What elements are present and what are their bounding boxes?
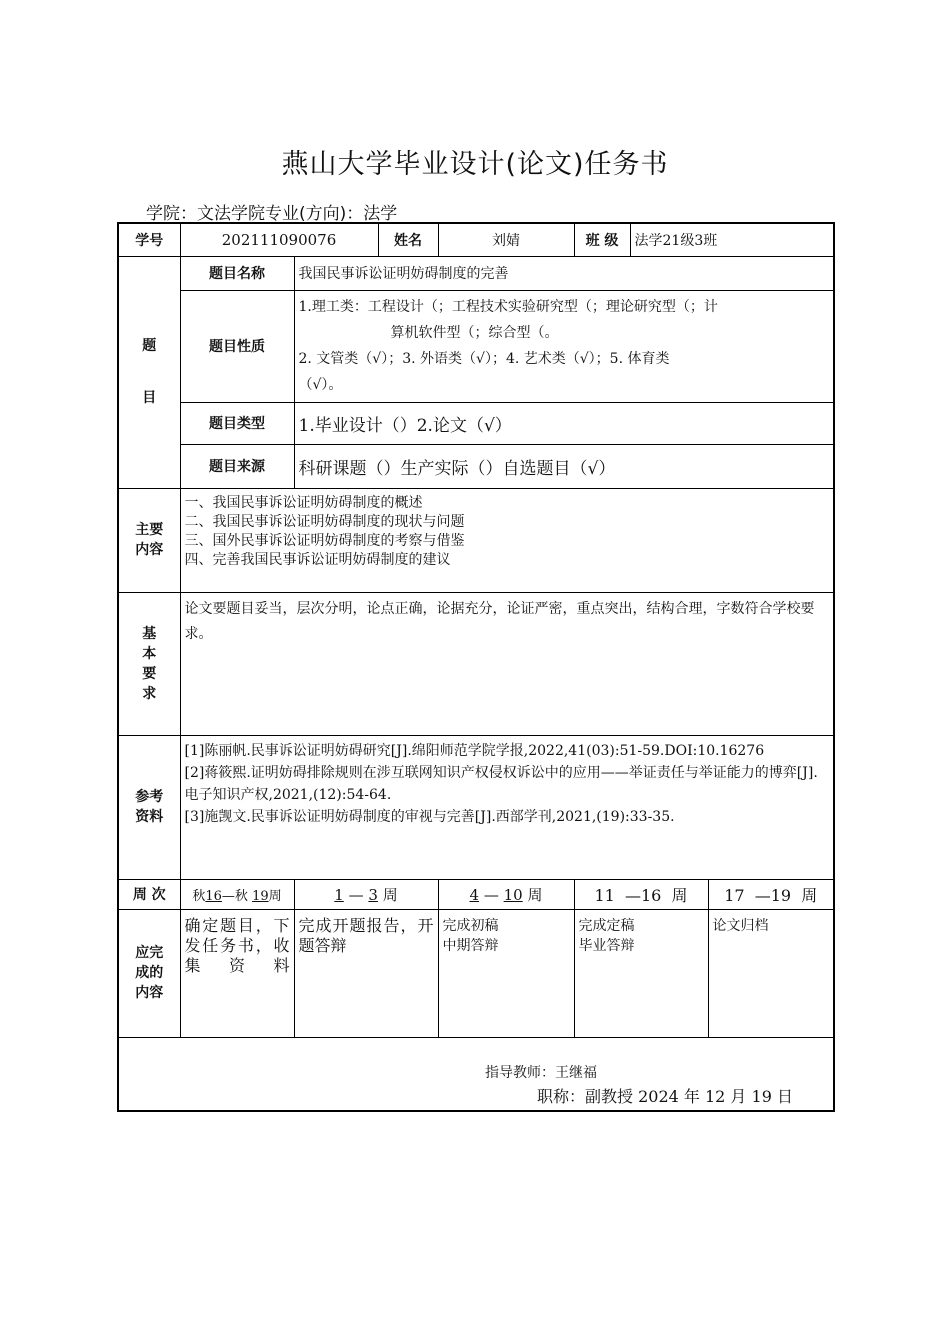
advisor-name: 指导教师：王继福	[485, 1064, 597, 1081]
task-cell-2: 完成开题报告，开题答辩	[294, 909, 438, 1037]
main-content-label-2: 内容	[135, 542, 164, 558]
topic-nature-label: 题目性质	[180, 290, 294, 402]
week-range-2	[294, 879, 438, 909]
signature-row	[118, 1037, 834, 1111]
task-cell-5: 论文归档	[708, 909, 834, 1037]
week-range-1	[180, 879, 294, 909]
topic-type-row	[118, 402, 834, 444]
week-end: 19	[252, 888, 269, 904]
topic-type-value: 1.毕业设计（）2.论文（√）	[294, 402, 834, 444]
references-label	[118, 735, 180, 879]
week-end: 10	[503, 885, 523, 904]
week-text: 周	[377, 885, 398, 904]
references-label-2: 资料	[135, 809, 164, 825]
schedule-weeks-row	[118, 879, 834, 909]
list-item: 三、国外民事诉讼证明妨碍制度的考察与借鉴	[184, 532, 465, 549]
task-cell-3: 完成初稿 中期答辩	[438, 909, 574, 1037]
requirements-label-char: 本	[142, 645, 157, 662]
requirements-label	[118, 592, 180, 735]
student-id-label: 学号	[118, 223, 180, 256]
week-start: 1	[334, 885, 344, 904]
reference-item: [2]蒋筱熙.证明妨碍排除规则在涉互联网知识产权侵权诉讼中的应用——举证责任与举证能力的博弈[J].电子知识产权,2021,(12):54-64.	[184, 764, 818, 803]
nature-line-2: 算机软件型（；综合型（。	[390, 325, 559, 341]
tasks-label	[118, 909, 180, 1037]
student-name-value: 刘婧	[438, 223, 574, 256]
week-range-3	[438, 879, 574, 909]
topic-nature-row	[118, 290, 834, 402]
main-content-label-1: 主要	[135, 522, 164, 538]
reference-item: [3]施觊文.民事诉讼证明妨碍制度的审视与完善[J].西部学刊,2021,(19):33-35.	[184, 808, 675, 825]
list-item: 四、完善我国民事诉讼证明妨碍制度的建议	[184, 551, 451, 568]
page-title: 燕山大学毕业设计(论文)任务书	[281, 149, 669, 180]
topic-name-value: 我国民事诉讼证明妨碍制度的完善	[294, 256, 834, 290]
week-start: 4	[469, 885, 480, 904]
week-start: 16	[205, 888, 222, 904]
student-row	[118, 223, 834, 256]
nature-line-4: （√）。	[298, 377, 343, 393]
topic-source-label: 题目来源	[180, 444, 294, 488]
nature-line-1: 1.理工类：工程设计（；工程技术实验研究型（；理论研究型（；计	[298, 299, 718, 315]
week-text: —	[479, 885, 504, 904]
week-text: 周	[268, 888, 282, 904]
requirements-label-char: 基	[142, 625, 157, 642]
week-label: 周 次	[118, 879, 180, 909]
references-row	[118, 735, 834, 879]
main-content-list	[180, 488, 834, 592]
main-content-row	[118, 488, 834, 592]
topic-name-label: 题目名称	[180, 256, 294, 290]
requirements-text: 论文要题目妥当，层次分明，论点正确，论据充分，论证严密，重点突出，结构合理，字数符合学校要求。	[180, 592, 834, 735]
class-label: 班 级	[574, 223, 630, 256]
topic-nature-value	[294, 290, 834, 402]
main-content-label	[118, 488, 180, 592]
references-label-1: 参考	[135, 789, 164, 805]
task-table	[117, 222, 835, 1112]
list-item: 一、我国民事诉讼证明妨碍制度的概述	[184, 494, 423, 511]
references-list	[180, 735, 834, 879]
signature-cell	[118, 1037, 834, 1111]
topic-label-char-1: 题	[142, 338, 157, 354]
topic-type-label: 题目类型	[180, 402, 294, 444]
list-item: 二、我国民事诉讼证明妨碍制度的现状与问题	[184, 513, 465, 530]
topic-source-row	[118, 444, 834, 488]
tasks-label-2: 成的	[135, 965, 164, 981]
topic-label-char-2: 目	[142, 390, 157, 406]
student-id-value: 202111090076	[180, 223, 378, 256]
student-name-label: 姓名	[378, 223, 438, 256]
topic-section-label	[118, 256, 180, 488]
week-range-5: 17 —19 周	[708, 879, 834, 909]
reference-item: [1]陈丽帆.民事诉讼证明妨碍研究[J].绵阳师范学院学报,2022,41(03):51-59.DOI:10.16276	[184, 742, 765, 759]
requirements-label-char: 求	[142, 685, 157, 702]
nature-line-3: 2. 文管类（√）；3. 外语类（√）；4. 艺术类（√）；5. 体育类	[298, 351, 670, 367]
task-cell-1: 确定题目，下发任务书，收集资料	[180, 909, 294, 1037]
topic-name-row	[118, 256, 834, 290]
topic-source-value: 科研课题（）生产实际（）自选题目（√）	[294, 444, 834, 488]
advisor-title-date: 职称：副教授 2024 年 12 月 19 日	[537, 1086, 793, 1106]
tasks-label-3: 内容	[135, 985, 164, 1001]
requirements-label-char: 要	[142, 665, 157, 682]
tasks-label-1: 应完	[135, 945, 164, 961]
task-cell-4: 完成定稿 毕业答辩	[574, 909, 708, 1037]
week-text: 秋	[192, 888, 206, 904]
department-line: 学院：文法学院专业(方向)：法学	[146, 204, 398, 224]
week-text: —秋	[221, 888, 253, 904]
schedule-tasks-row	[118, 909, 834, 1037]
week-text: 周	[522, 885, 543, 904]
week-text: —	[343, 885, 369, 904]
requirements-row	[118, 592, 834, 735]
week-range-4: 11 —16 周	[574, 879, 708, 909]
week-end: 3	[368, 885, 378, 904]
class-value: 法学21级3班	[630, 223, 834, 256]
